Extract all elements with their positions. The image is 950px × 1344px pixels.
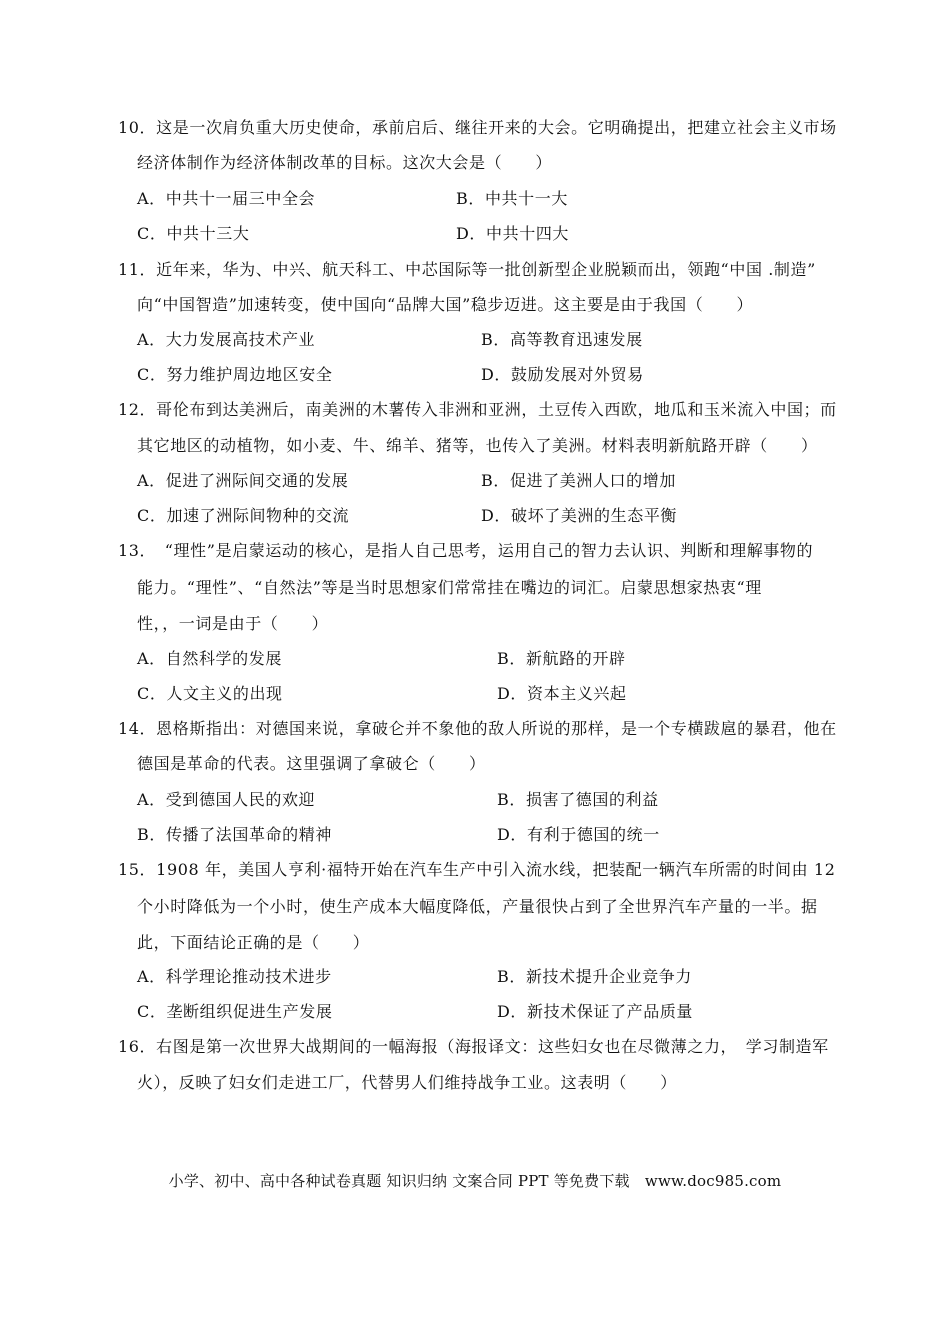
q14-stem-line-1: 14．恩格斯指出：对德国来说，拿破仑并不象他的敌人所说的那样，是一个专横跋扈的暴君，他在 bbox=[118, 719, 837, 738]
q13-stem-line-1: 13． “理性”是启蒙运动的核心，是指人自己思考，运用自己的智力去认识、判断和理解事物的 bbox=[118, 541, 814, 560]
q15-option-b: B．新技术提升企业竞争力 bbox=[497, 967, 692, 986]
q15-option-d: D．新技术保证了产品质量 bbox=[497, 1002, 694, 1021]
q10-option-b: B．中共十一大 bbox=[456, 189, 568, 208]
q14-option-c: B．传播了法国革命的精神 bbox=[137, 825, 332, 844]
q10-option-c: C．中共十三大 bbox=[137, 224, 250, 243]
q12-option-c: C．加速了洲际间物种的交流 bbox=[137, 506, 350, 525]
q13-option-d: D．资本主义兴起 bbox=[497, 684, 627, 703]
q13-option-a: A．自然科学的发展 bbox=[137, 649, 282, 668]
q15-stem-line-2: 个小时降低为一个小时，使生产成本大幅度降低，产量很快占到了全世界汽车产量的一半。据 bbox=[137, 897, 818, 916]
q15-stem-line-3: 此，下面结论正确的是（ ） bbox=[137, 933, 370, 952]
q11-option-c: C．努力维护周边地区安全 bbox=[137, 365, 333, 384]
q12-stem-line-2: 其它地区的动植物，如小麦、牛、绵羊、猪等，也传入了美洲。材料表明新航路开辟（ ） bbox=[137, 436, 818, 455]
q13-stem-line-2: 能力。“理性”、“自然法”等是当时思想家们常常挂在嘴边的词汇。启蒙思想家热衷“理 bbox=[137, 578, 762, 597]
q16-stem-line-2: 火），反映了妇女们走进工厂，代替男人们维持战争工业。这表明（ ） bbox=[137, 1073, 677, 1092]
q15-option-a: A．科学理论推动技术进步 bbox=[137, 967, 332, 986]
q15-option-c: C．垄断组织促进生产发展 bbox=[137, 1002, 333, 1021]
q11-option-b: B．高等教育迅速发展 bbox=[481, 330, 643, 349]
q13-option-c: C．人文主义的出现 bbox=[137, 684, 283, 703]
q13-stem-line-3: 性，，一词是由于（ ） bbox=[137, 614, 329, 633]
q14-option-a: A．受到德国人民的欢迎 bbox=[137, 790, 316, 809]
q10-option-a: A．中共十一届三中全会 bbox=[137, 189, 316, 208]
q11-option-a: A．大力发展高技术产业 bbox=[137, 330, 316, 349]
page-footer: 小学、初中、高中各种试卷真题 知识归纳 文案合同 PPT 等免费下载 www.doc985.com bbox=[168, 1172, 782, 1190]
q12-option-d: D．破坏了美洲的生态平衡 bbox=[481, 506, 678, 525]
q10-option-d: D．中共十四大 bbox=[456, 224, 570, 243]
q14-option-b: B．损害了德国的利益 bbox=[497, 790, 659, 809]
q11-option-d: D．鼓励发展对外贸易 bbox=[481, 365, 644, 384]
q10-stem-line-1: 10．这是一次肩负重大历史使命，承前启后、继往开来的大会。它明确提出，把建立社会主义市场 bbox=[118, 118, 837, 137]
q12-option-b: B．促进了美洲人口的增加 bbox=[481, 471, 676, 490]
q14-option-d: D．有利于德国的统一 bbox=[497, 825, 660, 844]
q10-stem-line-2: 经济体制作为经济体制改革的目标。这次大会是（ ） bbox=[137, 153, 553, 172]
q12-option-a: A．促进了洲际间交通的发展 bbox=[137, 471, 349, 490]
q11-stem-line-2: 向“中国智造”加速转变，使中国向“品牌大国”稳步迈进。这主要是由于我国（ ） bbox=[137, 295, 754, 314]
q13-option-b: B．新航路的开辟 bbox=[497, 649, 626, 668]
q15-stem-line-1: 15．1908 年，美国人亨利·福特开始在汽车生产中引入流水线，把装配一辆汽车所需的时间由 12 bbox=[118, 860, 836, 879]
q16-stem-line-1: 16．右图是第一次世界大战期间的一幅海报（海报译文：这些妇女也在尽微薄之力， 学习制造军 bbox=[118, 1037, 829, 1056]
q14-stem-line-2: 德国是革命的代表。这里强调了拿破仑（ ） bbox=[137, 754, 486, 773]
q11-stem-line-1: 11．近年来，华为、中兴、航天科工、中芯国际等一批创新型企业脱颖而出，领跑“中国 .制造” bbox=[118, 260, 816, 279]
q12-stem-line-1: 12．哥伦布到达美洲后，南美洲的木薯传入非洲和亚洲，土豆传入西欧，地瓜和玉米流入中国；而 bbox=[118, 400, 837, 419]
